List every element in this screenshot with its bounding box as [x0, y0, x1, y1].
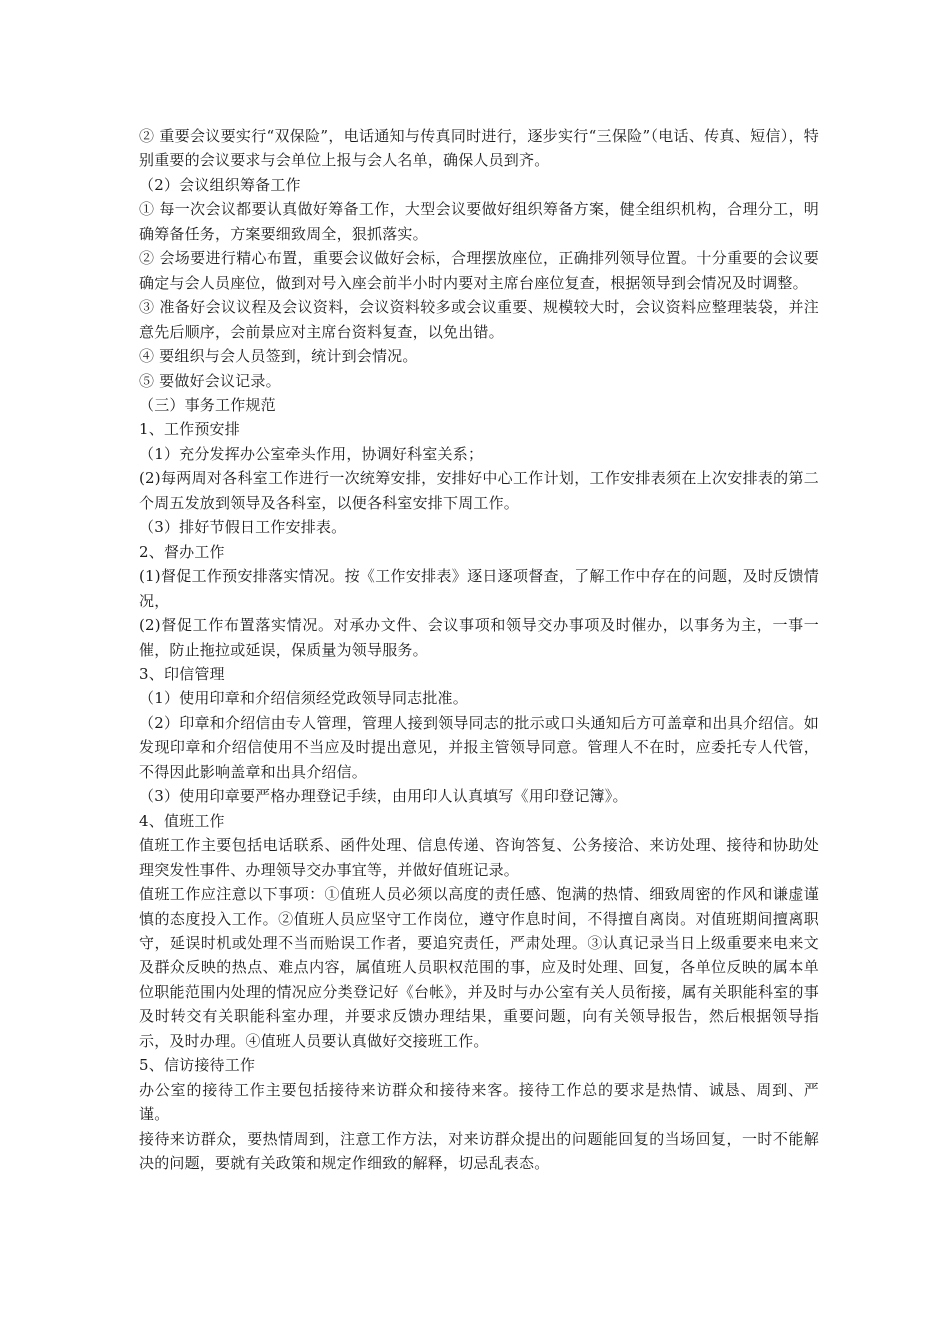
paragraph-reception-scope: 办公室的接待工作主要包括接待来访群众和接待来客。接待工作总的要求是热情、诚恳、周到、严谨。 [139, 1080, 819, 1124]
paragraph-duty-scope: 值班工作主要包括电话联系、函件处理、信息传递、咨询答复、公务接洽、来访处理、接待和协助处理突发性事件、办理领导交办事宜等，并做好值班记录。 [139, 836, 819, 879]
paragraph-preparation-plan: ① 每一次会议都要认真做好筹备工作，大型会议要做好组织筹备方案，健全组织机构，合理分工，明确筹备任务，方案要细致周全，狠抓落实。 [139, 200, 819, 243]
paragraph-biweekly-plan: (2)每两周对各科室工作进行一次统筹安排，安排好中心工作计划，工作安排表须在上次安排表的第二个周五发放到领导及各科室，以便各科室安排下周工作。 [139, 469, 819, 512]
heading-petition-reception: 5、信访接待工作 [139, 1056, 256, 1075]
paragraph-supervise-schedule: (1)督促工作预安排落实情况。按《工作安排表》逐日逐项督查，了解工作中存在的问题，及时反馈情况， [139, 567, 819, 610]
paragraph-duty-notes: 值班工作应注意以下事项：①值班人员必须以高度的责任感、饱满的热情、细致周密的作风和谦虚谨慎的态度投入工作。②值班人员应坚守工作岗位，遵守作息时间，不得擅自离岗。对值班期间擅离职守，延误时机或处理不当而贻误工作者，要追究责任，严肃处理。③认真记录当日上级重要来电来文及群众反映的热点、难点内容，属值班人员职权范围的事，应及时处理、回复，各单位反映的属本单位职能范围内处理的情况应分类登记好《台帐》，并及时与办公室有关人员衔接，属有关职能科室的事及时转交有关职能科室办理，并要求反馈办理结果，重要问题，向有关领导报告，然后根据领导指示，及时办理。④值班人员要认真做好交接班工作。 [139, 885, 819, 1050]
paragraph-coordination: （1）充分发挥办公室牵头作用，协调好科室关系； [139, 444, 484, 463]
heading-affairs-standards: （三）事务工作规范 [139, 395, 276, 414]
heading-work-scheduling: 1、工作预安排 [139, 420, 240, 439]
paragraph-seal-registration: （3）使用印章要严格办理登记手续，由用印人认真填写《用印登记簿》。 [139, 787, 628, 806]
paragraph-double-insurance: ② 重要会议要实行“双保险”，电话通知与传真同时进行，逐步实行“三保险”（电话、传真、短信），特别重要的会议要求与会单位上报与会人名单，确保人员到齐。 [139, 127, 819, 170]
heading-supervision: 2、督办工作 [139, 542, 225, 561]
document-body [139, 124, 819, 1175]
paragraph-meeting-minutes: ⑤ 要做好会议记录。 [139, 371, 281, 390]
paragraph-supervise-tasks: (2)督促工作布置落实情况。对承办文件、会议事项和领导交办事项及时催办，以事务为主，一事一催，防止拖拉或延误，保质量为领导服务。 [139, 616, 819, 659]
paragraph-seal-approval: （1）使用印章和介绍信须经党政领导同志批准。 [139, 689, 468, 708]
paragraph-sign-in: ④ 要组织与会人员签到，统计到会情况。 [139, 347, 418, 366]
heading-seal-management: 3、印信管理 [139, 664, 225, 683]
paragraph-venue-layout: ② 会场要进行精心布置，重要会议做好会标，合理摆放座位，正确排列领导位置。十分重要的会议要确定与会人员座位，做到对号入座会前半小时内要对主席台座位复查，根据领导到会情况及时调整。 [139, 249, 819, 292]
heading-meeting-preparation: （2）会议组织筹备工作 [139, 175, 301, 194]
paragraph-meeting-materials: ③ 准备好会议议程及会议资料，会议资料较多或会议重要、规模较大时，会议资料应整理装袋，并注意先后顺序，会前景应对主席台资料复查，以免出错。 [139, 298, 819, 341]
paragraph-visitor-handling: 接待来访群众，要热情周到，注意工作方法，对来访群众提出的问题能回复的当场回复，一时不能解决的问题，要就有关政策和规定作细致的解释，切忌乱表态。 [139, 1129, 819, 1173]
heading-duty-work: 4、值班工作 [139, 811, 225, 830]
paragraph-holiday-schedule: （3）排好节假日工作安排表。 [139, 518, 347, 537]
paragraph-seal-custody: （2）印章和介绍信由专人管理，管理人接到领导同志的批示或口头通知后方可盖章和出具介绍信。如发现印章和介绍信使用不当应及时提出意见，并报主管领导同意。管理人不在时，应委托专人代管，不得因此影响盖章和出具介绍信。 [139, 713, 819, 781]
